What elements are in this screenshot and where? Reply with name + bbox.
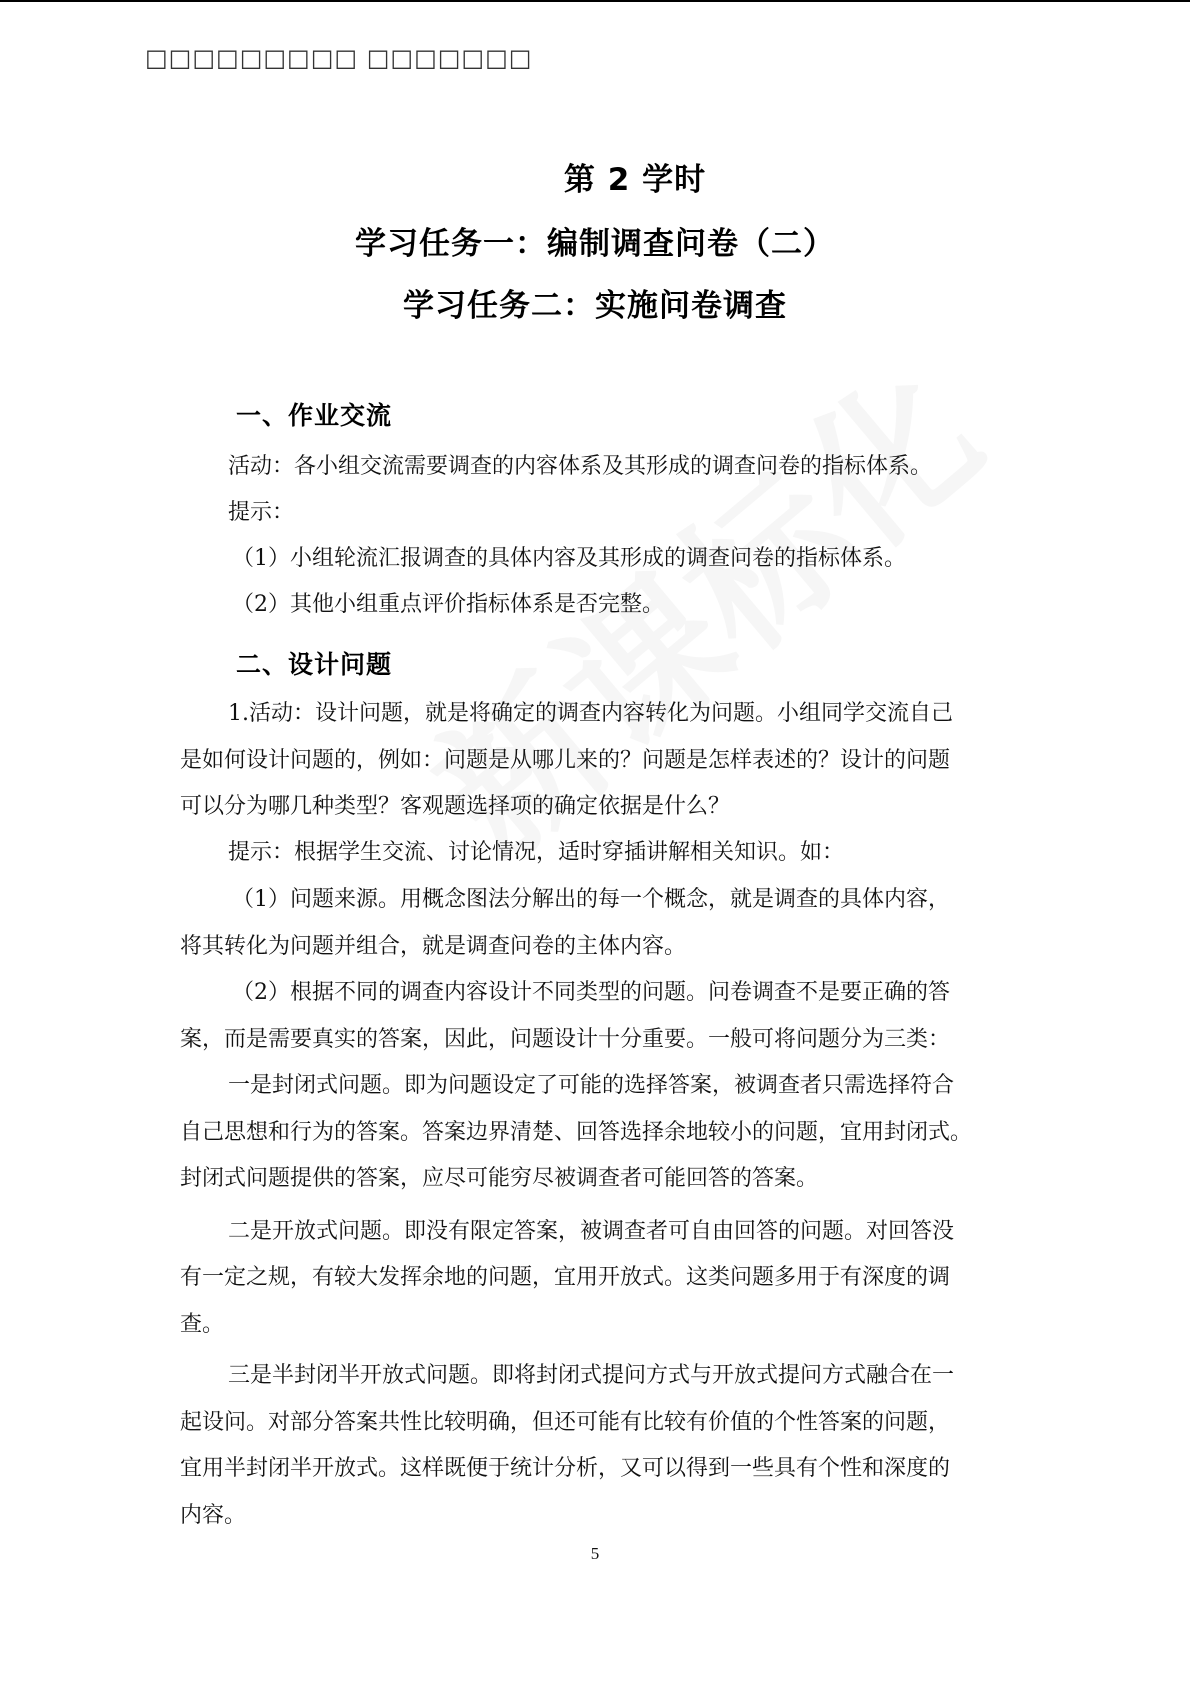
- paragraph-line: 可以分为哪几种类型？客观题选择项的确定依据是什么？: [180, 794, 731, 819]
- page-header: □□□□□□□□□ □□□□□□□: [145, 44, 533, 72]
- paragraph-line: 案，而是需要真实的答案，因此，问题设计十分重要。一般可将问题分为三类：: [180, 1027, 951, 1052]
- paragraph-line: 封闭式问题提供的答案，应尽可能穷尽被调查者可能回答的答案。: [180, 1166, 819, 1191]
- paragraph-line: 二是开放式问题。即没有限定答案，被调查者可自由回答的问题。对回答没: [228, 1219, 955, 1244]
- paragraph-line: 查。: [180, 1312, 225, 1337]
- tip-label: 提示：: [228, 500, 295, 525]
- paragraph-line: 宜用半封闭半开放式。这样既便于统计分析，又可以得到一些具有个性和深度的: [180, 1456, 951, 1481]
- paragraph-line: 自己思想和行为的答案。答案边界清楚、回答选择余地较小的问题，宜用封闭式。: [180, 1120, 973, 1145]
- paragraph-line: （1）问题来源。用概念图法分解出的每一个概念，就是调查的具体内容，: [232, 887, 950, 912]
- page-number: 5: [590, 1544, 600, 1563]
- paragraph-line: 将其转化为问题并组合，就是调查问卷的主体内容。: [180, 934, 687, 959]
- tip-item: （1）小组轮流汇报调查的具体内容及其形成的调查问卷的指标体系。: [232, 546, 906, 571]
- tip-item: （2）其他小组重点评价指标体系是否完整。: [232, 592, 664, 617]
- paragraph-line: 三是半封闭半开放式问题。即将封闭式提问方式与开放式提问方式融合在一: [228, 1363, 955, 1388]
- paragraph-line: 提示：根据学生交流、讨论情况，适时穿插讲解相关知识。如：: [228, 840, 845, 865]
- paragraph-line: 是如何设计问题的，例如：问题是从哪儿来的？问题是怎样表述的？设计的问题: [180, 748, 951, 773]
- section1-heading: 一、作业交流: [236, 401, 393, 430]
- task1-title: 学习任务一：编制调查问卷（二）: [355, 226, 835, 262]
- activity-text: 活动：各小组交流需要调查的内容体系及其形成的调查问卷的指标体系。: [228, 454, 933, 479]
- paragraph-line: 1.活动：设计问题，就是将确定的调查内容转化为问题。小组同学交流自己: [228, 701, 953, 726]
- period-title: 第 2 学时: [563, 162, 707, 198]
- task2-title: 学习任务二：实施问卷调查: [403, 288, 787, 324]
- paragraph-line: 起设问。对部分答案共性比较明确，但还可能有比较有价值的个性答案的问题，: [180, 1410, 951, 1435]
- paragraph-line: 一是封闭式问题。即为问题设定了可能的选择答案，被调查者只需选择符合: [228, 1073, 955, 1098]
- paragraph-line: 内容。: [180, 1503, 247, 1528]
- paragraph-line: （2）根据不同的调查内容设计不同类型的问题。问卷调查不是要正确的答: [232, 980, 950, 1005]
- section2-heading: 二、设计问题: [236, 650, 393, 679]
- paragraph-line: 有一定之规，有较大发挥余地的问题，宜用开放式。这类问题多用于有深度的调: [180, 1265, 951, 1290]
- top-border: [0, 0, 1190, 2]
